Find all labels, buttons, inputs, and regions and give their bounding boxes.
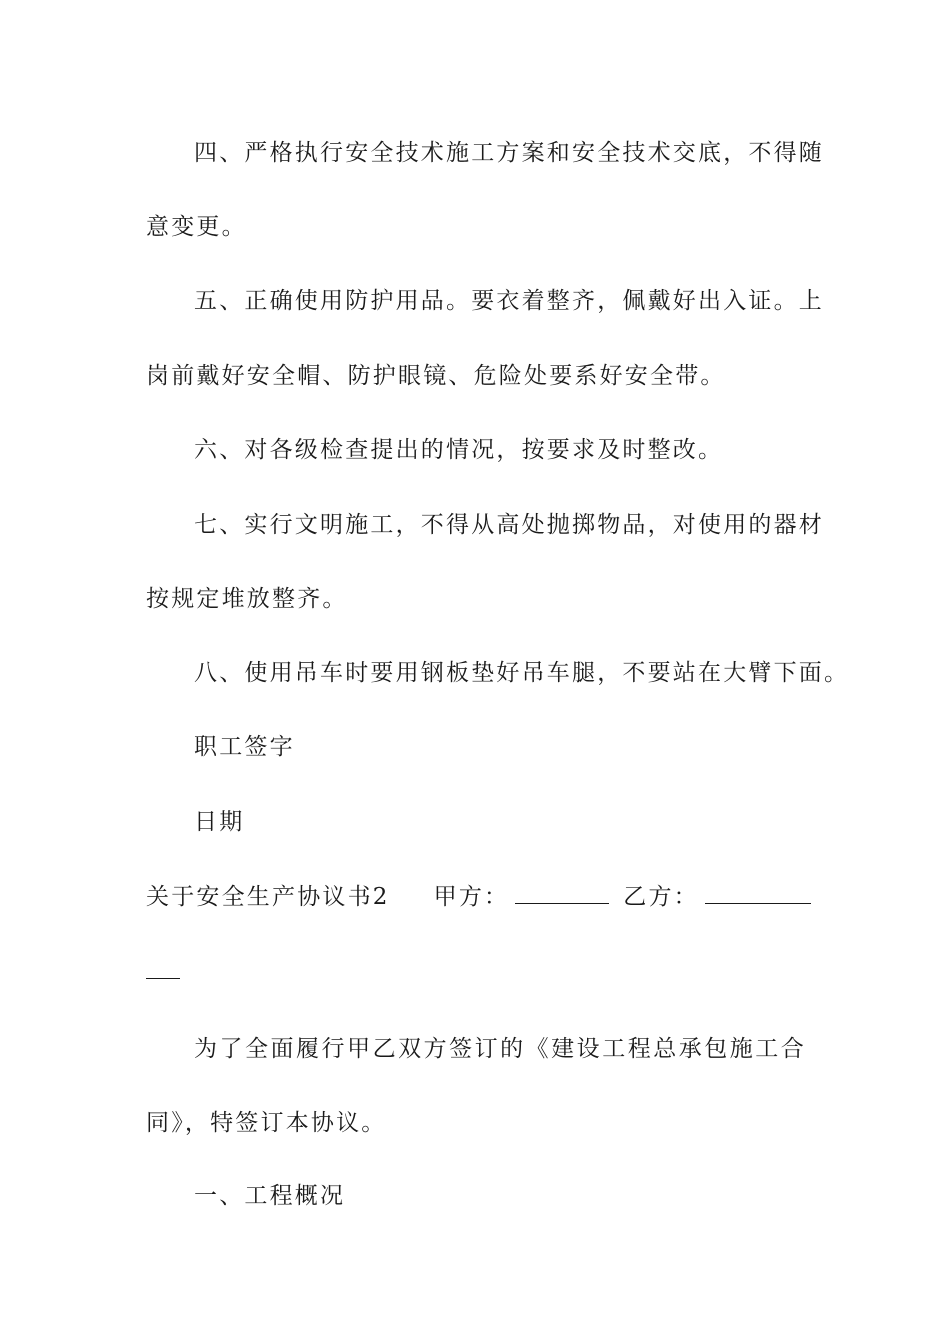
date-label: 日期: [194, 809, 245, 835]
party-a-blank: [515, 881, 609, 904]
party-a-label: 甲方：: [433, 884, 510, 910]
paragraph-5-line-1: 五、正确使用防护用品。要衣着整齐，佩戴好出入证。上: [194, 288, 824, 314]
section-1-heading: 一、工程概况: [194, 1183, 346, 1209]
signature-label: 职工签字: [194, 734, 295, 760]
party-b-blank-continued: [146, 978, 180, 979]
party-b-label: 乙方：: [623, 884, 699, 910]
agreement-title-line: [146, 881, 806, 912]
paragraph-5-line-2: 岗前戴好安全帽、防护眼镜、危险处要系好安全带。: [146, 363, 726, 389]
paragraph-6-line-1: 六、对各级检查提出的情况，按要求及时整改。: [194, 437, 724, 463]
intro-line-2: 同》，特签订本协议。: [146, 1110, 387, 1136]
party-b-blank: [705, 881, 811, 904]
paragraph-7-line-1: 七、实行文明施工，不得从高处抛掷物品，对使用的器材: [194, 512, 824, 538]
paragraph-7-line-2: 按规定堆放整齐。: [146, 586, 348, 612]
paragraph-4-line-2: 意变更。: [146, 214, 247, 240]
paragraph-4-line-1: 四、严格执行安全技术施工方案和安全技术交底，不得随: [194, 140, 824, 166]
paragraph-8-line-1: 八、使用吊车时要用钢板垫好吊车腿，不要站在大臂下面。: [194, 660, 850, 686]
agreement-title: 关于安全生产协议书2: [146, 884, 390, 910]
intro-line-1: 为了全面履行甲乙双方签订的《建设工程总承包施工合: [194, 1036, 806, 1062]
